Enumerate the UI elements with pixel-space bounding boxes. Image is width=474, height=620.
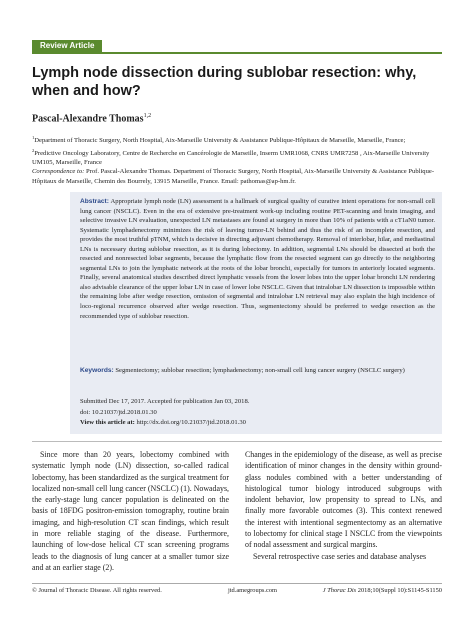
body-column-left: [32, 449, 229, 573]
body-paragraph: Several retrospective case series and database analyses: [253, 551, 427, 561]
submission-dates: Submitted Dec 17, 2017. Accepted for publication Jan 03, 2018.: [80, 398, 250, 405]
footer-volume: 2018;10(Suppl 10):S1145-S1150: [357, 587, 442, 594]
affiliation-2: Predictive Oncology Laboratory, Centre de Recherche en Cancérologie de Marseille, Inserm UMR1068, CNRS UMR7258 , Aix-Marseille University UM105, Marseille, France: [32, 149, 430, 167]
keywords: [80, 366, 435, 376]
view-article-link[interactable]: http://dx.doi.org/10.21037/jtd.2018.01.30: [136, 419, 246, 427]
header-rule: [32, 52, 442, 54]
author-affiliation-marks: 1,2: [143, 113, 152, 119]
body-paragraph: Changes in the epidemiology of the disease, as well as precise identification of minor changes in the density within ground-glass nodules combined with a better understanding of histological tumor biology introduced subgroups with indolent behavior, low propensity to spread to LNs, and finally more favorable outcomes (3). This context renewed the interest with intentional segmentectomy as an alternative to lobectomy for clinical stage I NSCLC from the viewpoints of nodal assessment and surgical margins.: [245, 450, 442, 550]
footer-copyright: © Journal of Thoracic Disease. All rights reserved.: [32, 587, 162, 594]
author-line: [32, 113, 151, 124]
footer-site[interactable]: jtd.amegroups.com: [228, 587, 277, 594]
abstract-label: Abstract:: [80, 198, 109, 205]
correspondence-text: Prof. Pascal-Alexandre Thomas. Department of Thoracic Surgery, North Hospital, Aix-Marseille University & Assistance Publique-Hôpitaux de Marseille, Chemin des Bourrely, 13915 Marseille, France. Email: pathomas@ap-hm.fr.: [32, 168, 435, 185]
affiliation-1: Department of Thoracic Surgery, North Hospital, Aix-Marseille University & Assistance Publique-Hôpitaux de Marseille, Marseille, France;: [34, 137, 406, 145]
footer-journal: J Thorac Dis: [322, 587, 357, 594]
correspondence: [32, 167, 442, 186]
publication-info: [80, 397, 435, 429]
author-name: Pascal-Alexandre Thomas: [32, 113, 144, 125]
abstract-text: Appropriate lymph node (LN) assessment is a hallmark of surgical quality of curative intent operations for non-small cell lung cancer (NSCLC). Even in the era of extensive pre-treatment work-up including routine PET-scanning and brain imaging, and selective invasive LN evaluation, unexpected LN metastases are found at surgery in more than 10% of patients with a cT1aN0 tumor. Systematic lymphadenectomy minimizes the risk of leaving tumor-LN behind and thus the risk of an incomplete resection, and provides the most truthful pTNM, which is decisive in directing adjuvant chemotherapy. Removal of interlobar, hilar, and mediastinal LNs is necessary during sublobar resection, as it is during lobectomy. In addition, segmental LNs should be dissected at both the resected and nonresected lobar segments, because the lymphatic flow from the resected segment can go directly to the neighboring segmental LNs to join the lymphatic network at the roots of the lobar bronchi, especially for tumors in anteriorly located segments. Finally, several anatomical studies described direct lymphatic vessels from the lower lobes into the upper lobar bronchi LN rendering also advisable clearance of the upper lobar LN in case of lower lobe NSCLC. Given that intralobar LN dissection is impossible within the remaining lobe after wedge resection, omission of segmental and intralobar LN retrieval may also explain the high incidence of loco-regional recurrence observed after wedge resection. Thus, segmentectomy should be preferred to wedge resection as the recommended type of sublobar resection.: [80, 198, 435, 320]
keywords-text: Segmentectomy; sublobar resection; lymphadenectomy; non-small cell lung cancer surgery (NSCLC surgery): [115, 367, 405, 374]
section-rule: [32, 441, 442, 442]
affiliation-1-mark: 1: [32, 135, 35, 140]
keywords-label: Keywords:: [80, 367, 114, 374]
article-type-badge: Review Article: [32, 40, 102, 52]
affiliation-2-mark: 2: [32, 147, 35, 153]
footer-rule: [32, 583, 442, 584]
article-title: Lymph node dissection during sublobar resection: why, when and how?: [32, 65, 417, 99]
body-column-right: [245, 449, 442, 562]
footer-citation: [323, 587, 442, 594]
body-paragraph: Since more than 20 years, lobectomy combined with systematic lymph node (LN) dissection, so-called radical lobectomy, has been standardized as the surgical treatment for localized non-small cell lung cancer (NSCLC) (1). Nowadays, the early-stage lung cancer population is delineated on the basis of 18FDG positron-emission tomography, routine brain imaging, and high-resolution CT scan findings, which result in more reliable staging of the disease. Furthermore, launching of low-dose helical CT scan screening programs leads to the diagnosis of lung cancer at a smaller tumor size and at an earlier stage (2).: [32, 450, 229, 572]
affiliations: [32, 133, 442, 168]
view-article-label: View this article at:: [80, 419, 135, 427]
correspondence-label: Correspondence to:: [32, 168, 85, 175]
top-margin: [0, 0, 474, 38]
doi: doi: 10.21037/jtd.2018.01.30: [80, 408, 157, 416]
abstract: [80, 197, 435, 321]
